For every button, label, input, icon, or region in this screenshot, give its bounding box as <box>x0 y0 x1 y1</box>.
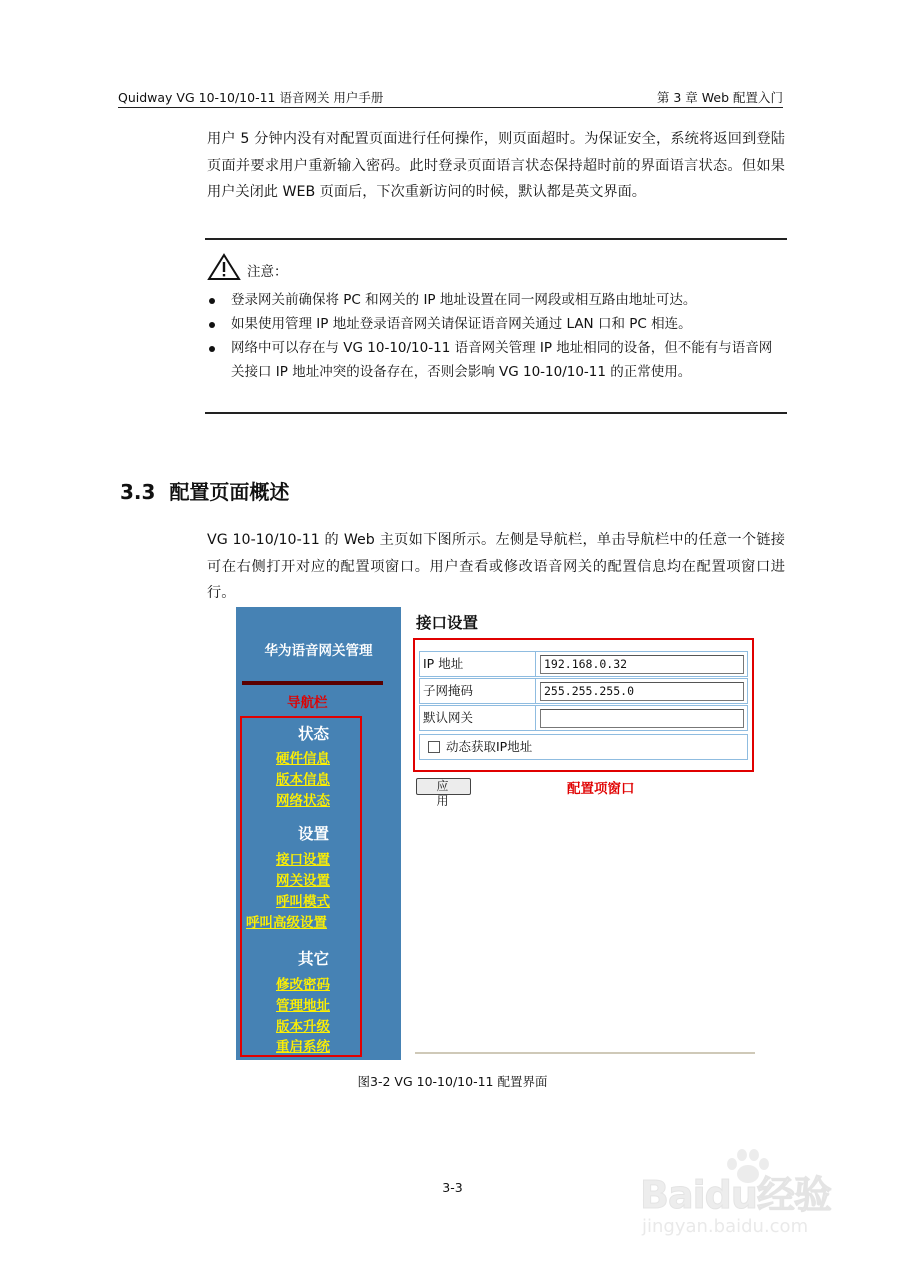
header-right: 第 3 章 Web 配置入门 <box>656 90 783 105</box>
section-title <box>120 476 303 505</box>
section-title-text: 配置页面概述 <box>169 480 290 504</box>
page-number: 3-3 <box>442 1180 463 1195</box>
note-heading <box>207 253 288 281</box>
note-item: 登录网关前确保将 PC 和网关的 IP 地址设置在同一网段或相互路由地址可达。 <box>207 288 785 312</box>
section-paragraph: VG 10-10/10-11 的 Web 主页如下图所示。左侧是导航栏，单击导航栏中的任意一个链接可在右侧打开对应的配置项窗口。用户查看或修改语音网关的配置信息均在配置项窗口进行。 <box>207 532 785 601</box>
nav-link-change-password[interactable]: 修改密码 <box>276 977 330 993</box>
nav-group-title: 其它 <box>298 950 330 968</box>
header-left: Quidway VG 10-10/10-11 语音网关 用户手册 <box>118 90 384 105</box>
warning-triangle-icon <box>207 253 241 281</box>
nav-link-call-advanced[interactable]: 呼叫高级设置 <box>246 915 327 931</box>
mask-input[interactable]: 255.255.255.0 <box>540 682 744 701</box>
note-item: 网络中可以存在与 VG 10-10/10-11 语音网关管理 IP 地址相同的设备，但不能有与语音网关接口 IP 地址冲突的设备存在，否则会影响 VG 10-10/10-11 的正常使用。 <box>207 336 785 384</box>
nav-link-hardware-info[interactable]: 硬件信息 <box>276 751 330 767</box>
nav-link-network-status[interactable]: 网络状态 <box>276 793 330 809</box>
note-top-rule <box>205 238 787 240</box>
note-item: 如果使用管理 IP 地址登录语音网关请保证语音网关通过 LAN 口和 PC 相连。 <box>207 312 785 336</box>
figure-caption: 图3-2 VG 10-10/10-11 配置界面 <box>357 1074 548 1089</box>
nav-link-management-address[interactable]: 管理地址 <box>276 998 330 1014</box>
section-number: 3.3 <box>120 480 156 504</box>
ip-input[interactable]: 192.168.0.32 <box>540 655 744 674</box>
content-bottom-divider <box>415 1052 755 1054</box>
config-window-annotation: 配置项窗口 <box>567 781 635 797</box>
page-header <box>118 86 783 108</box>
apply-button[interactable]: 应 用 <box>416 778 471 795</box>
dhcp-checkbox-label: 动态获取IP地址 <box>446 739 533 754</box>
watermark-logo: Baidu经验 <box>640 1173 831 1217</box>
nav-group-title: 状态 <box>298 725 330 743</box>
nav-link-interface-settings[interactable]: 接口设置 <box>276 852 330 868</box>
form-row-gateway <box>419 705 748 731</box>
nav-link-call-mode[interactable]: 呼叫模式 <box>276 894 330 910</box>
config-window <box>416 607 756 1063</box>
gateway-label: 默认网关 <box>420 706 536 730</box>
intro-paragraph: 用户 5 分钟内没有对配置页面进行任何操作，则页面超时。为保证安全，系统将返回到登陆页面并要求用户重新输入密码。此时登录页面语言状态保持超时前的界面语言状态。但如果用户关闭此 WEB 页面后，下次重新访问的时候，默认都是英文界面。 <box>207 131 785 200</box>
note-label: 注意： <box>247 264 288 280</box>
baidu-watermark <box>640 1148 850 1248</box>
gateway-input[interactable] <box>540 709 744 728</box>
config-page-title: 接口设置 <box>416 614 479 632</box>
watermark-url: jingyan.baidu.com <box>642 1216 809 1237</box>
form-row-mask <box>419 678 748 704</box>
nav-group-title: 设置 <box>298 825 330 843</box>
note-bottom-rule <box>205 412 787 414</box>
mask-label: 子网掩码 <box>420 679 536 703</box>
nav-link-gateway-settings[interactable]: 网关设置 <box>276 873 330 889</box>
nav-brand: 华为语音网关管理 <box>264 643 373 659</box>
dhcp-checkbox[interactable] <box>428 741 440 753</box>
form-row-dhcp <box>419 734 748 760</box>
note-list <box>207 288 785 384</box>
form-row-ip <box>419 651 748 677</box>
config-ui-figure <box>236 607 756 1063</box>
nav-link-reboot[interactable]: 重启系统 <box>276 1039 330 1055</box>
nav-link-version-upgrade[interactable]: 版本升级 <box>276 1019 330 1035</box>
nav-link-version-info[interactable]: 版本信息 <box>276 772 330 788</box>
nav-annotation: 导航栏 <box>287 695 328 711</box>
nav-divider <box>242 681 383 685</box>
nav-bar <box>236 607 401 1060</box>
ip-label: IP 地址 <box>420 652 536 676</box>
